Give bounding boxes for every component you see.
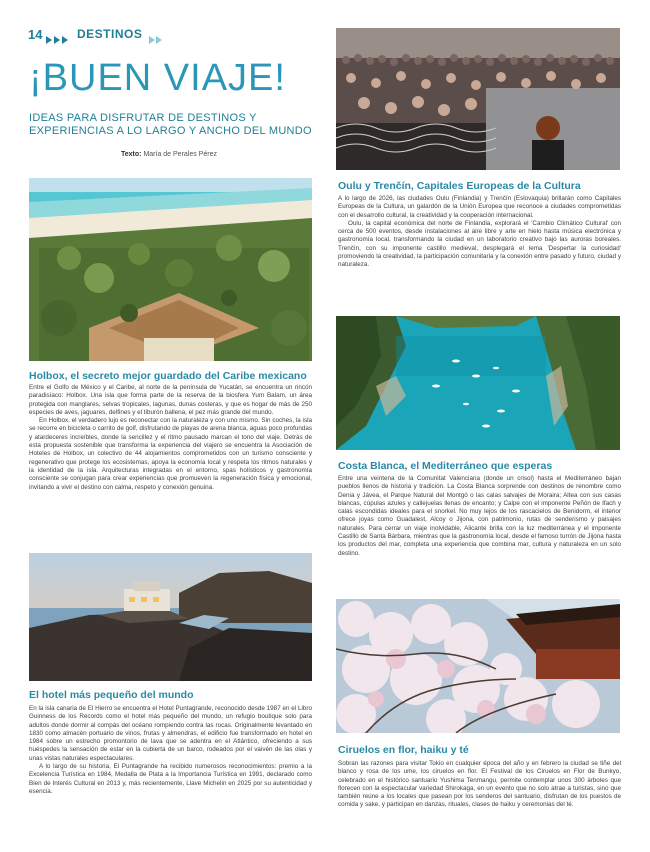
page-number: 14 — [28, 27, 43, 42]
oulu-body — [338, 195, 621, 270]
ciruelos-photo — [336, 599, 620, 733]
section-arrows-light-icon — [149, 31, 163, 49]
holbox-paragraph-2: En Holbox, el verdadero lujo es reconectar con la naturaleza y con uno mismo. Sin coches, la isla se recorre en bicicleta o carrito de golf, disfrutando de playas de arena blanca, aguas poco profundas y atardeceres increíbles, donde la sencillez y el ritmo pausado marcan el tono del viaje. Detrás de esta propuesta sostenible que transforma la experiencia del viajero se encuentra la Asociación de Hoteles de Holbox, un colectivo de 44 alojamientos comprometidos con un turismo consciente y regenerativo que protege los ecosistemas, apoya la economía local y respeta los ritmos naturales y la identidad de la isla. Arquitecturas integradas en el entorno, spas holísticos y gastronomía consciente se conjugan para crear experiencias que promueven la regeneración física y emocional, invitando a vivir el destino con calma, respeto y conexión genuina. — [29, 417, 312, 491]
ciruelos-paragraph-1: Sobran las razones para visitar Tokio en cualquier época del año y en febrero la ciudad se tiñe del blanco y rosa de los ume, los ciruelos en flor. El Festival de los Ciruelos en Flor de Bunkyo, celebrado en el histórico santuario Yushima Tenmangu, permite contemplar unos 300 árboles que florecen con la espectacular variedad Shirokaga, en un evento que no solo atrae a turistas, sino que también reúne a los locales que pasean por los senderos del santuario, disfrutan de los puestos de comida y sake, y participan en danzas, rituales, clases de haiku y ceremonias del té. — [338, 760, 621, 809]
oulu-title: Oulu y Trenčín, Capitales Europeas de la Cultura — [338, 180, 581, 192]
costa-blanca-body — [338, 475, 621, 558]
costa-blanca-paragraph-1: Entre una veintena de la Comunitat Valenciana (donde un crisol) hasta el Mediterráneo bajan pueblos llenos de historia y tradición. La Costa Blanca sorprende con destinos de renombre como Denia y Jávea, el Parque Natural del Montgó o las calas salvajes de Moraira; Altea con sus casas blancas, cúpulas azules y callejuelas llenas de encanto; y Calpe con el imponente Peñón de Ifach y calas escondidas ideales para el snorkel. No muy lejos de los rascacielos de Benidorm, el interior ofrece joyas como Guadalest, Alcoy o Jijona, con patrimonio, rutas de senderismo y paisajes naturales. Para cerrar un viaje inolvidable, Alicante brilla con la luz mediterránea y el imponente Castillo de Santa Bárbara, mientras que la gastronomía local, desde el famoso turrón de Jijona hasta los productos del mar, completa una experiencia que combina mar, cultura y naturaleza en un solo destino. — [338, 475, 621, 557]
ciruelos-title: Ciruelos en flor, haiku y té — [338, 744, 469, 756]
hotel-photo — [29, 553, 312, 681]
hotel-body — [29, 705, 312, 796]
hotel-paragraph-2: A lo largo de su historia, El Puntagrande ha recibido numerosos reconocimientos: premio a la Excelencia Turística en 1984, Medalla de Plata a la Importancia Turística en 1991, declarado como Bien de Interés Cultural en 2013 y, más recientemente, Llave Michelin en 2025 por su autenticidad y esencia. — [29, 763, 312, 795]
holbox-paragraph-1: Entre el Golfo de México y el Caribe, al norte de la península de Yucatán, se encuentra un rincón paradisíaco: Holbox. Una isla que forma parte de la reserva de la biosfera Yum Balam, un área protegida con manglares, selvas tropicales, lagunas, dunas costeras, y que es hogar de más de 250 especies de aves, jaguares, delfines y el tiburón ballena, el pez más grande del mundo. — [29, 384, 312, 416]
holbox-photo — [29, 178, 312, 361]
section-title: DESTINOS — [77, 27, 143, 41]
holbox-body — [29, 384, 312, 492]
hotel-title: El hotel más pequeño del mundo — [29, 689, 194, 701]
hotel-paragraph-1: En la isla canaria de El Hierro se encuentra el Hotel Puntagrande, reconocido desde 1987 en el Libro Guinness de los Récords como el hotel más pequeño del mundo, un refugio boutique solo para adultos donde dormir al compás del océano rompiendo contra las rocas. Originalmente levantado en 1830 como almacén portuario de vinos, frutas y almendras, el edificio fue transformado en hotel en 1984 sobre un estrecho promontorio de lava que se adentra en el Atlántico, ofreciendo a sus huéspedes la sensación de estar en la cubierta de un barco, rodeados por el vaivén de las olas y unas vistas naturales espectaculares. — [29, 705, 312, 762]
byline-author: María de Perales Pérez — [143, 151, 217, 158]
costa-blanca-photo — [336, 316, 620, 450]
page-subtitle: IDEAS PARA DISFRUTAR DE DESTINOS Y EXPERIENCIAS A LO LARGO Y ANCHO DEL MUNDO — [29, 112, 312, 137]
byline — [121, 151, 217, 158]
costa-blanca-title: Costa Blanca, el Mediterráneo que esperas — [338, 460, 553, 472]
oulu-photo — [336, 28, 620, 170]
ciruelos-body — [338, 760, 621, 810]
oulu-paragraph-1: A lo largo de 2026, las ciudades Oulu (Finlandia) y Trenčín (Eslovaquia) brillarán como Capitales Europeas de la Cultura, un galardón de la Unión Europea que reconoce a ciudades comprometidas con el desarrollo cultural, la creatividad y la cooperación internacional. — [338, 195, 621, 219]
holbox-title: Holbox, el secreto mejor guardado del Caribe mexicano — [29, 370, 307, 382]
section-arrows-icon — [46, 31, 72, 49]
byline-label: Texto: — [121, 151, 142, 158]
page-title: ¡BUEN VIAJE! — [29, 57, 286, 99]
oulu-paragraph-2: Oulu, la capital económica del norte de Finlandia, explorará el 'Cambio Climático Cultural' con cerca de 500 eventos, desde instalaciones al aire libre y arte en hielo hasta música electrónica y gastronomía local, transformando la ciudad en un laboratorio creativo bajo las auroras boreales. Trenčín, con su imponente castillo medieval, desplegará el lema 'Despertar la curiosidad' promoviendo la creatividad, la participación comunitaria y la conexión entre pasado y futuro, ciudad y naturaleza. — [338, 219, 621, 269]
